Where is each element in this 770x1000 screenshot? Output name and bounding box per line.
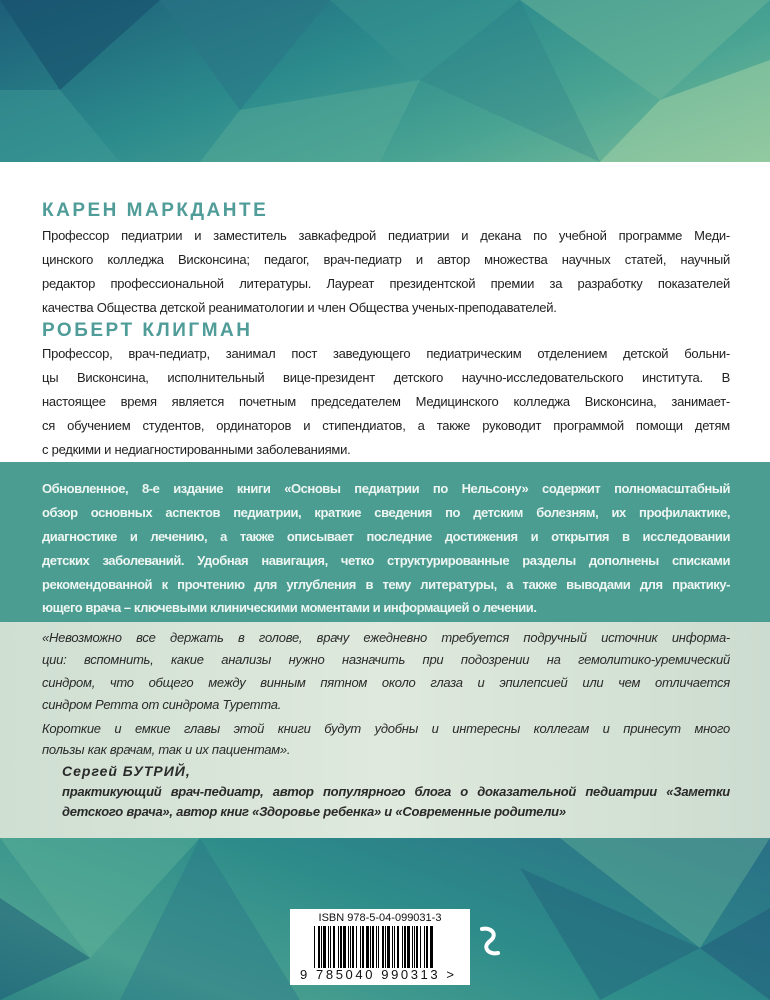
quote-line: синдром, что общего между винным пятном около глаза и эпилепсией или чем отличается [42,675,730,690]
description-line: ющего врача – ключевыми клиническими моментами и информацией о лечении. [42,600,537,615]
barcode-bar [323,926,326,968]
barcode-bar [338,926,339,968]
barcode-bar [402,926,403,968]
publisher-logo-icon [476,925,502,959]
author-bio-line: Профессор педиатрии и заместитель завкафедрой педиатрии и декана по учебной программе Меди- [42,228,730,243]
isbn-barcode [290,909,470,985]
barcode-bars [314,926,434,968]
barcode-bar [404,926,406,968]
barcode-bar [387,926,390,968]
barcode-bar [420,926,421,968]
barcode-bar [366,926,369,968]
barcode-bar [394,926,395,968]
authors-section [0,162,770,462]
author-bio-line: редактор профессиональной литературы. Лауреат президентской премии за разработку показателей [42,276,730,291]
barcode-bar [328,926,329,968]
barcode-bar [424,926,425,968]
author-bio-line: качества Общества детской реаниматологии и член Общества ученых-преподавателей. [42,300,557,315]
barcode-bar [350,926,351,968]
polygon-decoration [0,0,770,162]
barcode-bar [348,926,349,968]
author-bio-line: Профессор, врач-педиатр, занимал пост заведующего педиатрическим отделением детской больни- [42,346,730,361]
barcode-bar [385,926,386,968]
quote-credentials: практикующий врач-педиатр, автор популярного блога о доказательной педиатрии «Заметки [62,784,730,799]
barcode-bar [360,926,361,968]
barcode-bar [426,926,428,968]
barcode-bar [378,926,379,968]
author-bio-line: настоящее время является почетным председателем Медицинского колледжа Висконсина, занимает- [42,394,730,409]
description-line: обзор основных аспектов педиатрии, краткие сведения по детским болезням, их профилактике, [42,505,730,520]
description-section [0,462,770,622]
quote-line: «Невозможно все держать в голове, врачу ежедневно требуется подручный источник информа- [42,630,730,645]
barcode-digits: 9 785040 990313 > [300,967,457,982]
quote-credentials: детского врача», автор книг «Здоровье ребенка» и «Современные родители» [62,804,566,819]
barcode-bar [392,926,393,968]
barcode-bar [352,926,354,968]
barcode-bar [343,926,346,968]
barcode-bar [412,926,413,968]
barcode-bar [356,926,357,968]
barcode-bar [330,926,331,968]
author-name: РОБЕРТ КЛИГМАН [42,320,253,341]
author-bio-line: с редкими и недиагностированными заболеваниями. [42,442,351,457]
barcode-bar [430,926,433,968]
quote-line: синдром Ретта от синдрома Туретта. [42,697,282,712]
description-line: детских заболеваний. Удобная навигация, четко структурированные разделы дополнены списками [42,553,730,568]
barcode-bar [314,926,315,968]
isbn-number: ISBN 978-5-04-099031-3 [318,912,442,924]
barcode-bar [333,926,335,968]
barcode-bar [407,926,410,968]
barcode-bar [370,926,371,968]
top-polygon-pattern [0,0,770,162]
author-bio-line: цы Висконсина, исполнительный вице-президент детского научно-исследовательского института. В [42,370,730,385]
author-bio-line: ся обучением студентов, ординаторов и стипендиатов, а также руководит программой помощи детям [42,418,730,433]
author-name: КАРЕН МАРКДАНТЕ [42,200,269,221]
quote-line: пользы как врачам, так и их пациентам». [42,742,291,757]
barcode-bar [340,926,342,968]
barcode-bar [372,926,374,968]
barcode-bar [382,926,384,968]
quote-author: Сергей БУТРИЙ, [62,763,191,779]
barcode-bar [376,926,377,968]
quote-line: ции: вспомнить, какие анализы нужно назначить при подозрении на гемолитико-уремический [42,652,730,667]
author-bio-line: цинского колледжа Висконсина; педагог, врач-педиатр и автор множества научных статей, научный [42,252,730,267]
quote-line: Короткие и емкие главы этой книги будут удобны и интересны коллегам и принесут много [42,721,730,736]
barcode-bar [362,926,364,968]
barcode-bar [321,926,322,968]
barcode-bar [414,926,415,968]
description-line: рекомендованной к прочтению для углубления в тему литературы, а также выводами для практику- [42,577,730,592]
description-line: Обновленное, 8-е издание книги «Основы педиатрии по Нельсону» содержит полномасштабный [42,481,730,496]
quote-section [0,622,770,838]
barcode-bar [318,926,320,968]
barcode-bar [397,926,399,968]
barcode-bar [416,926,418,968]
description-line: диагностике и лечению, а также описывает последние достижения и открытия в исследовании [42,529,730,544]
